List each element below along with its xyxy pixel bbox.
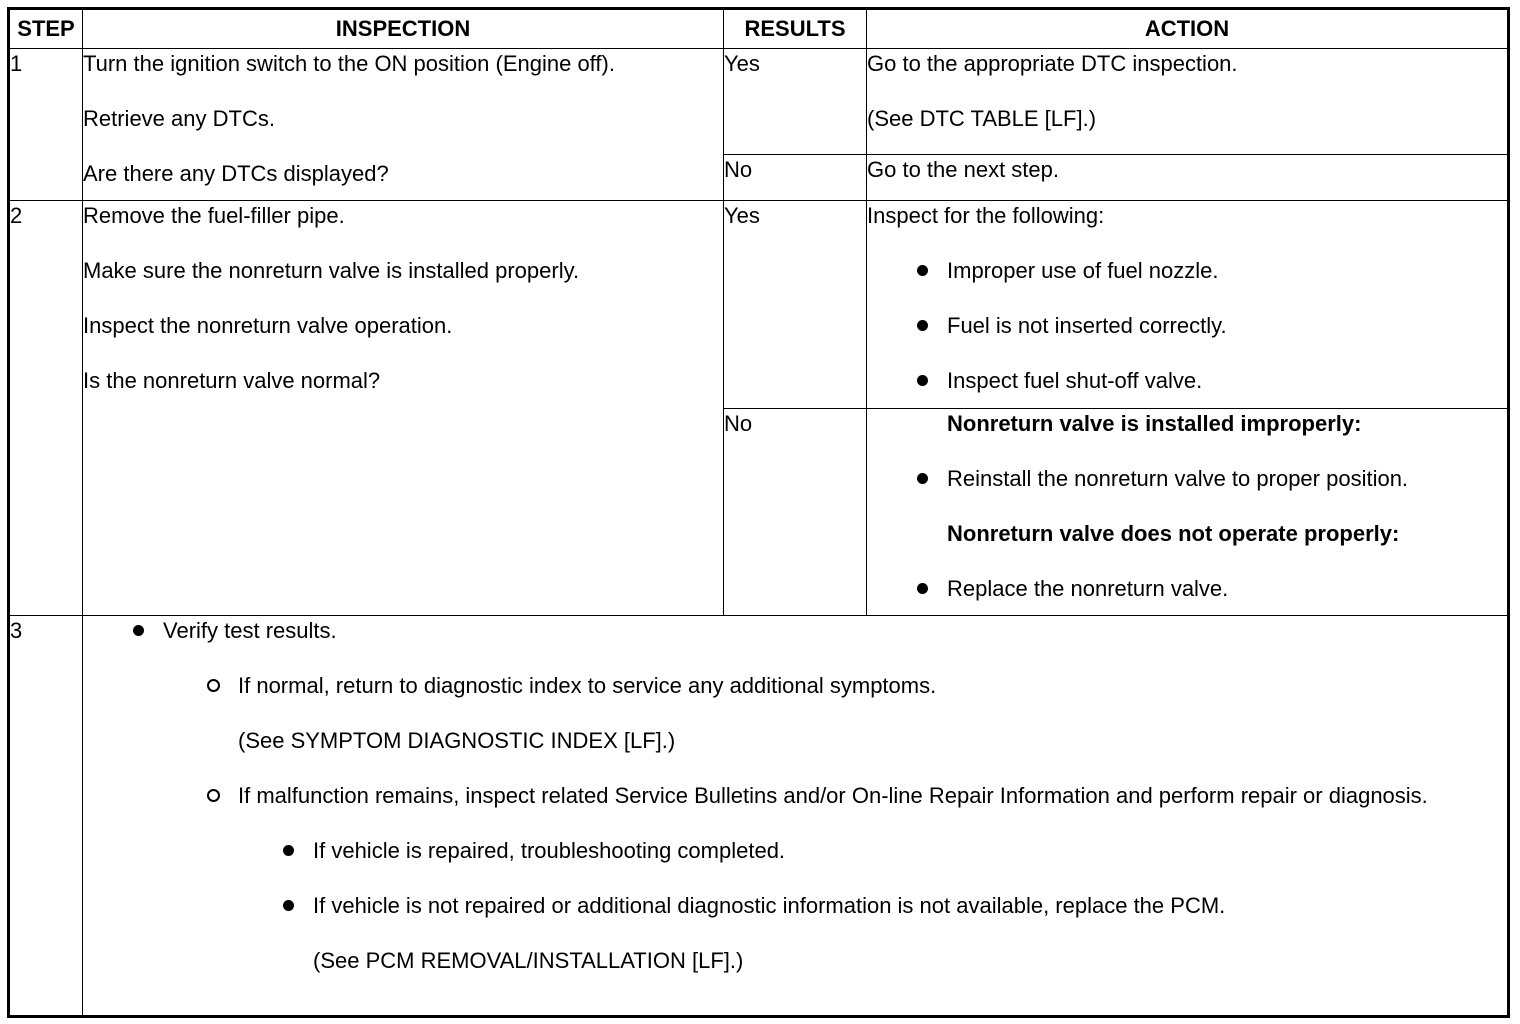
step1-no-action: Go to the next step.: [867, 155, 1509, 201]
step2-yes-action: [867, 201, 1509, 409]
step1-inspection-line: Turn the ignition switch to the ON position (Engine off).: [83, 51, 615, 76]
step2-inspection-line: Inspect the nonreturn valve operation.: [83, 313, 453, 338]
step2-yes-bullet: [867, 366, 1507, 395]
step3-not-repaired-text: If vehicle is not repaired or additional diagnostic information is not available, replace the PCM.: [313, 893, 1226, 918]
step3-malfunction-text: If malfunction remains, inspect related Service Bulletins and/or On-line Repair Information and perform repair or diagnosis.: [238, 783, 1428, 808]
step3-normal: [83, 671, 1507, 700]
step1-inspection: [83, 49, 724, 201]
step2-no-result: No: [724, 409, 867, 616]
header-results: RESULTS: [724, 9, 867, 49]
step1-yes-action-ref: (See DTC TABLE [LF].): [867, 106, 1097, 131]
step3-pcm-ref: (See PCM REMOVAL/INSTALLATION [LF].): [313, 948, 744, 973]
step3-repaired-text: If vehicle is repaired, troubleshooting completed.: [313, 838, 786, 863]
step2-yes-bullet-text: Improper use of fuel nozzle.: [947, 258, 1219, 283]
step1-yes-action-line: Go to the appropriate DTC inspection.: [867, 51, 1238, 76]
step2-no-bullet: [867, 574, 1507, 603]
bullet-icon: [912, 574, 932, 603]
step2-inspection-line: Is the nonreturn valve normal?: [83, 368, 381, 393]
circle-bullet-icon: [203, 671, 223, 700]
diagnostic-table: [7, 7, 1510, 1018]
step2-no-heading: Nonreturn valve is installed improperly:: [947, 411, 1362, 436]
step2-no-bullet-text: Reinstall the nonreturn valve to proper position.: [947, 466, 1409, 491]
bullet-icon: [128, 616, 148, 645]
header-inspection: INSPECTION: [83, 9, 724, 49]
bullet-icon: [912, 311, 932, 340]
step1-number: 1: [9, 49, 83, 201]
step1-no-result: No: [724, 155, 867, 201]
bullet-icon: [912, 464, 932, 493]
step2-no-bullet: [867, 464, 1507, 493]
step2-yes-result: Yes: [724, 201, 867, 409]
step3-verify-text: Verify test results.: [163, 618, 337, 643]
step3-normal-text: If normal, return to diagnostic index to service any additional symptoms.: [238, 673, 937, 698]
bullet-icon: [278, 836, 298, 865]
step1-inspection-line: Are there any DTCs displayed?: [83, 161, 389, 186]
step2-no-bullet-text: Replace the nonreturn valve.: [947, 576, 1229, 601]
step2-yes-bullet: [867, 311, 1507, 340]
step3-malfunction: [83, 781, 1507, 810]
step2-number: 2: [9, 201, 83, 616]
circle-bullet-icon: [203, 781, 223, 810]
step3-number: 3: [9, 616, 83, 1017]
step2-yes-row: [9, 201, 1509, 409]
step3-repaired: [83, 836, 1507, 865]
step1-yes-row: [9, 49, 1509, 155]
step2-no-action: [867, 409, 1509, 616]
step3-row: [9, 616, 1509, 1017]
step2-yes-bullet: [867, 256, 1507, 285]
step2-yes-bullet-text: Inspect fuel shut-off valve.: [947, 368, 1203, 393]
step1-yes-result: Yes: [724, 49, 867, 155]
bullet-icon: [278, 891, 298, 920]
step1-inspection-line: Retrieve any DTCs.: [83, 106, 275, 131]
bullet-icon: [912, 366, 932, 395]
step1-yes-action: [867, 49, 1509, 155]
header-step: STEP: [9, 9, 83, 49]
bullet-icon: [912, 256, 932, 285]
header-row: [9, 9, 1509, 49]
step3-content: [83, 616, 1509, 1017]
step3-not-repaired: [83, 891, 1507, 920]
header-action: ACTION: [867, 9, 1509, 49]
step2-yes-bullet-text: Fuel is not inserted correctly.: [947, 313, 1227, 338]
step2-yes-intro: Inspect for the following:: [867, 203, 1105, 228]
step2-no-heading: Nonreturn valve does not operate properly:: [947, 521, 1400, 546]
step2-inspection-line: Make sure the nonreturn valve is installed properly.: [83, 258, 580, 283]
step3-normal-ref: (See SYMPTOM DIAGNOSTIC INDEX [LF].): [238, 728, 676, 753]
step2-inspection-line: Remove the fuel-filler pipe.: [83, 203, 345, 228]
step2-inspection: [83, 201, 724, 616]
step3-verify: [83, 616, 1507, 645]
